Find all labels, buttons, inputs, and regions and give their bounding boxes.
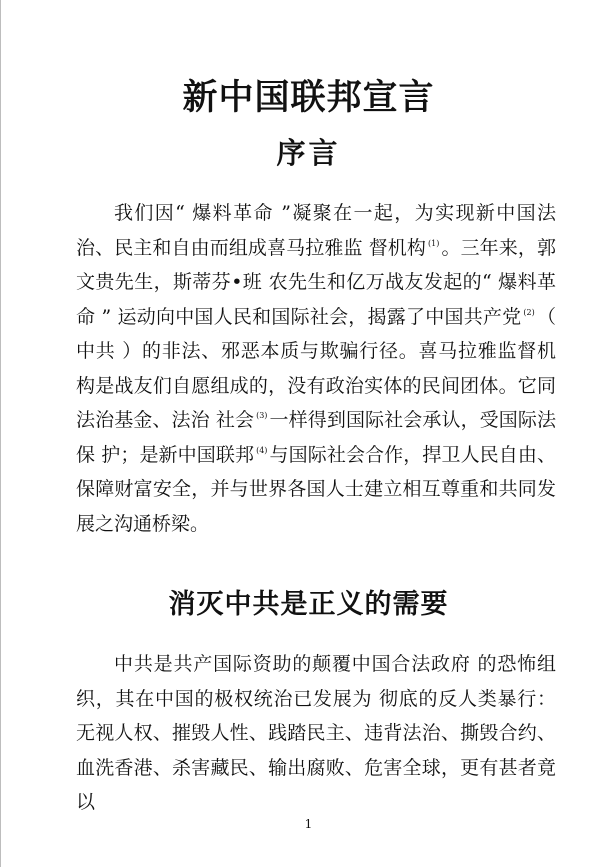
preface-heading: 序言 — [276, 136, 341, 170]
footnote-marker-2: (2) — [523, 307, 535, 317]
preface-text-1: 我们因“ 爆料革命 ”凝聚在一起，为实现新中国法治、民主和自由而组成喜马拉雅监 督机构 — [76, 202, 556, 259]
section-heading: 消灭中共是正义的需要 — [168, 589, 449, 620]
preface-text-3: （ 中共 ）的非法、邪恶本质与欺骗行径。喜马拉雅监督机构是战友们自愿组成的，没有政治实体的民间团体。它同法治基金、法治 社会 — [76, 305, 556, 431]
preface-text-2: 。三年来，郭文贵先生，斯蒂芬•班 农先生和亿万战友发起的“ 爆料革命 ” 运动向中国人民和国际社会，揭露了中国共产党 — [76, 236, 556, 328]
section-paragraph: 中共是共产国际资助的颠覆中国合法政府 的恐怖组织，其在中国的极权统治已发展为 彻底的反人类暴行：无视人权、摧毁人性、践踏民主、违背法治、撕毁合约、血洗香港、杀害藏民、输出腐败、危害全球，更有甚者竟以 — [76, 653, 556, 813]
footnote-marker-3: (3) — [256, 411, 268, 420]
preface-text-5: 与国际社会合作，捍卫人民自由、保障财富安全，并与世界各国人士建立相互尊重和共同发展之沟通桥梁。 — [76, 443, 556, 535]
footnote-marker-4: (4) — [256, 445, 268, 455]
document-title: 新中国联邦宣言 — [182, 77, 435, 118]
footnote-marker-1: (1) — [428, 238, 440, 248]
page-number: 1 — [304, 817, 313, 831]
preface-text-4: 一样得到国际社会承认，受国际法保 护；是新中国联邦 — [76, 409, 556, 466]
preface-paragraph — [76, 196, 556, 541]
